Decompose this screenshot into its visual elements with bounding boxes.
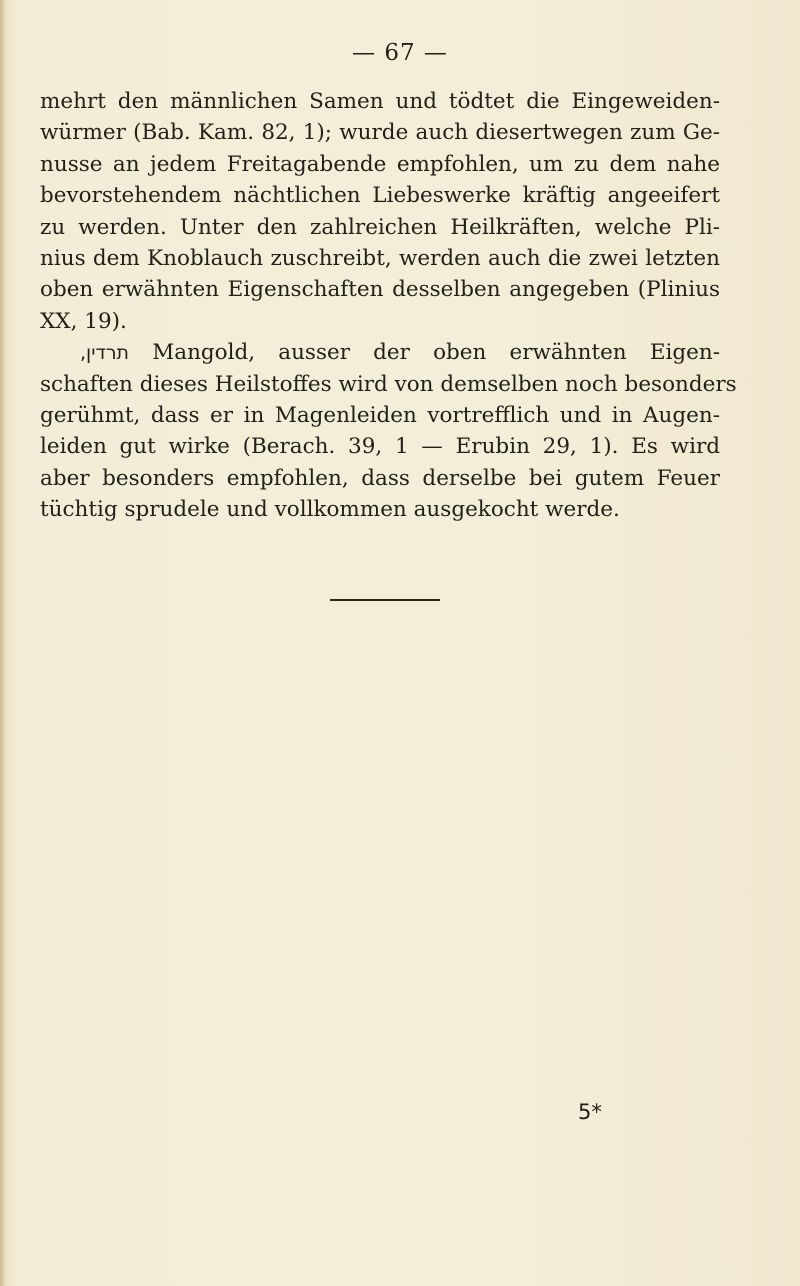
text-line: bevorstehendem nächtlichen Liebeswerke kräftig angeeifert (40, 183, 720, 209)
signature-mark: 5* (578, 1100, 602, 1124)
text-line: mehrt den männlichen Samen und tödtet die Eingeweiden- (40, 89, 720, 114)
text-line: gerühmt, dass er in Magenleiden vortrefflich und in Augen- (40, 402, 720, 428)
text-line: nius dem Knoblauch zuschreibt, werden auch die zwei letzten (40, 245, 720, 271)
text-line: aber besonders empfohlen, dass derselbe bei gutem Feuer (40, 465, 720, 491)
text-line: XX, 19). (40, 308, 127, 334)
text-line: schaften dieses Heilstoffes wird von demselben noch besonders (40, 371, 737, 397)
text-line-rest: Mangold, ausser der oben erwähnten Eigen- (152, 340, 720, 366)
hebrew-word: תרדין, (80, 342, 130, 365)
text-line: würmer (Bab. Kam. 82, 1); wurde auch diesertwegen zum Ge- (40, 120, 720, 146)
text-line: nusse an jedem Freitagabende empfohlen, um zu dem nahe (40, 151, 720, 177)
page-number-header: — 67 — (352, 40, 448, 66)
page-edge-shadow (0, 0, 6, 1286)
section-divider (330, 599, 440, 601)
text-line-with-hebrew (40, 337, 720, 368)
text-line: oben erwähnten Eigenschaften desselben angegeben (Plinius (40, 277, 720, 303)
body-text (40, 86, 737, 525)
text-line: tüchtig sprudele und vollkommen ausgekocht werde. (40, 497, 620, 523)
text-line: leiden gut wirke (Berach. 39, 1 — Erubin 29, 1). Es wird (40, 434, 720, 460)
text-line: zu werden. Unter den zahlreichen Heilkräften, welche Pli- (40, 214, 720, 240)
